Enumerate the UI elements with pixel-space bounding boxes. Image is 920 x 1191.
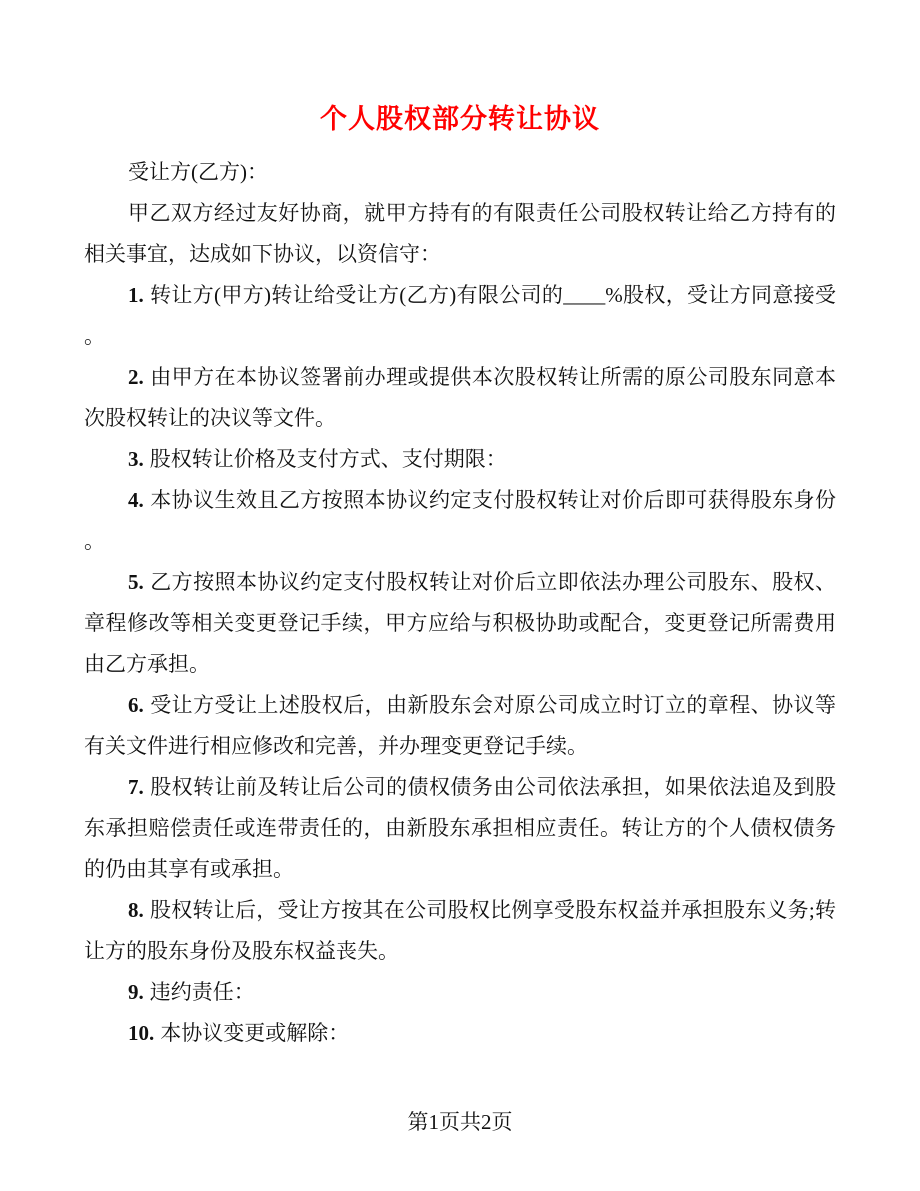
- line-text: 违约责任：: [149, 980, 255, 1004]
- line-text: 本协议变更或解除：: [160, 1021, 350, 1045]
- line-text: 股权转让价格及支付方式、支付期限：: [149, 447, 507, 471]
- line-text: 让方的股东身份及股东权益丧失。: [84, 939, 399, 963]
- text-line: [84, 480, 836, 521]
- line-text: 由甲方在本协议签署前办理或提供本次股权转让所需的原公司股东同意本: [149, 365, 836, 389]
- text-line: [84, 808, 836, 849]
- line-text: 。: [84, 324, 105, 348]
- text-line: [84, 439, 836, 480]
- line-text: 股权转让前及转让后公司的债权债务由公司依法承担，如果依法追及到股: [149, 775, 836, 799]
- clause-number: 9.: [128, 980, 144, 1004]
- clause-number: 5.: [128, 570, 144, 594]
- text-line: [84, 275, 836, 316]
- text-line: [84, 521, 836, 562]
- page-number: 第1页共2页: [407, 1110, 513, 1134]
- clause-number: 4.: [128, 488, 144, 512]
- line-text: 甲乙双方经过友好协商，就甲方持有的有限责任公司股权转让给乙方持有的: [128, 201, 836, 225]
- clause-number: 10.: [128, 1021, 155, 1045]
- text-line: [84, 1013, 836, 1054]
- text-line: [84, 972, 836, 1013]
- text-line: [84, 685, 836, 726]
- document-body: [0, 152, 920, 1054]
- clause-number: 2.: [128, 365, 144, 389]
- clause-number: 8.: [128, 898, 144, 922]
- line-text: 次股权转让的决议等文件。: [84, 406, 336, 430]
- line-text: 转让方(甲方)转让给受让方(乙方)有限公司的____%股权，受让方同意接受: [149, 283, 836, 307]
- text-line: [84, 193, 836, 234]
- text-line: [84, 316, 836, 357]
- document-title: 个人股权部分转让协议: [320, 104, 600, 134]
- text-line: [84, 562, 836, 603]
- line-text: 的仍由其享有或承担。: [84, 857, 294, 881]
- line-text: 受让方(乙方)：: [128, 160, 268, 184]
- text-line: [84, 398, 836, 439]
- line-text: 股权转让后，受让方按其在公司股权比例享受股东权益并承担股东义务;转: [149, 898, 836, 922]
- clause-number: 6.: [128, 693, 144, 717]
- line-text: 本协议生效且乙方按照本协议约定支付股权转让对价后即可获得股东身份: [149, 488, 836, 512]
- text-line: [84, 726, 836, 767]
- line-text: 受让方受让上述股权后，由新股东会对原公司成立时订立的章程、协议等: [149, 693, 836, 717]
- line-text: 由乙方承担。: [84, 652, 210, 676]
- clause-number: 1.: [128, 283, 144, 307]
- text-line: [84, 849, 836, 890]
- text-line: [84, 767, 836, 808]
- line-text: 相关事宜，达成如下协议，以资信守：: [84, 242, 441, 266]
- text-line: [84, 931, 836, 972]
- text-line: [84, 890, 836, 931]
- text-line: [84, 603, 836, 644]
- text-line: [84, 234, 836, 275]
- text-line: [84, 152, 836, 193]
- clause-number: 7.: [128, 775, 144, 799]
- line-text: 章程修改等相关变更登记手续，甲方应给与积极协助或配合，变更登记所需费用: [84, 611, 836, 635]
- text-line: [84, 357, 836, 398]
- page-footer: [0, 1106, 920, 1136]
- line-text: 乙方按照本协议约定支付股权转让对价后立即依法办理公司股东、股权、: [149, 570, 836, 594]
- text-line: [84, 644, 836, 685]
- clause-number: 3.: [128, 447, 144, 471]
- line-text: 。: [84, 529, 105, 553]
- line-text: 有关文件进行相应修改和完善，并办理变更登记手续。: [84, 734, 588, 758]
- line-text: 东承担赔偿责任或连带责任的，由新股东承担相应责任。转让方的个人债权债务: [84, 816, 836, 840]
